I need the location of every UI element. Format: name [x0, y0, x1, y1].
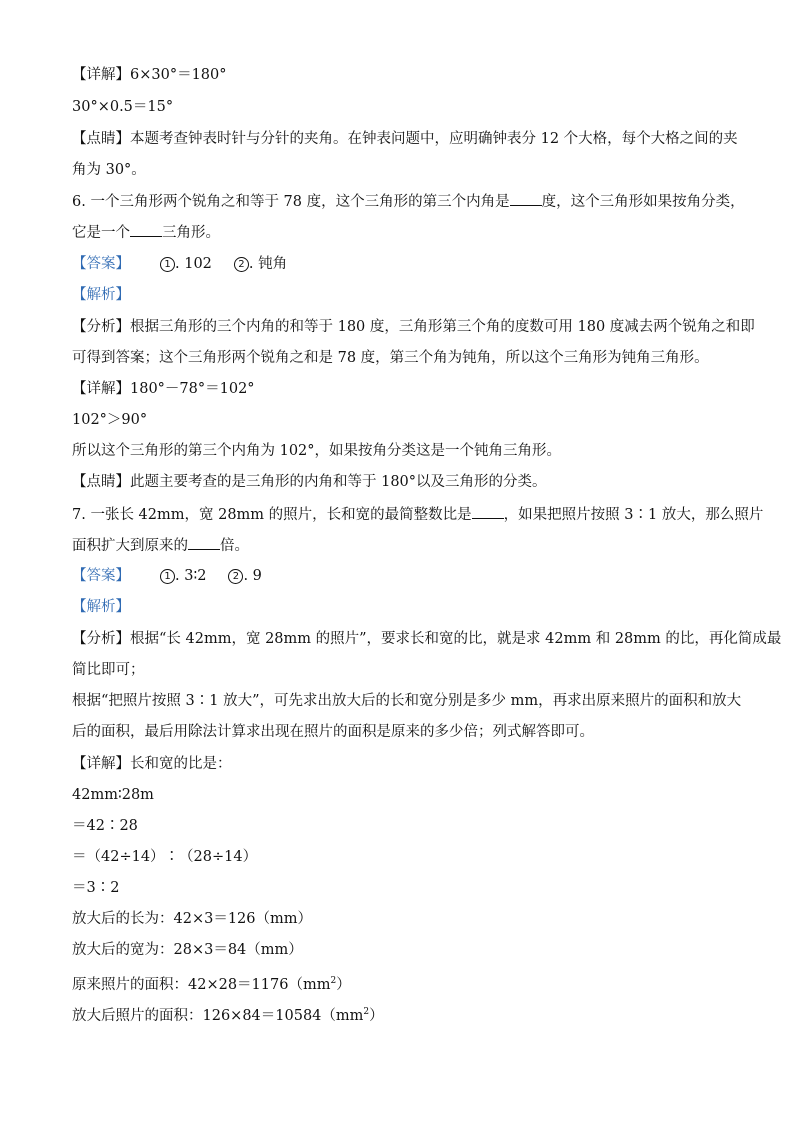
circled-number: 2: [228, 569, 243, 584]
analysis-tag: 【解析】: [72, 287, 130, 303]
question-7-text-c: 面积扩大到原来的: [72, 538, 188, 554]
question-6-text-a: 6. 一个三角形两个锐角之和等于 78 度，这个三角形的第三个内角是: [72, 194, 510, 210]
q7-analysis-line-4: 后的面积，最后用除法计算求出现在照片的面积是原来的多少倍；列式解答即可。: [72, 724, 594, 740]
question-6-text-c: 它是一个: [72, 225, 130, 241]
answer-value-1: . 102: [175, 256, 212, 272]
analysis-tag: 【解析】: [72, 599, 130, 615]
detail-line-1: 【详解】6×30°＝180°: [72, 67, 227, 83]
circled-number: 1: [160, 257, 175, 272]
answer-value-1: . 3∶2: [175, 568, 207, 584]
answer-tag: 【答案】: [72, 256, 130, 272]
q7-detail-line-5: ＝3∶2: [72, 880, 120, 896]
q7-detail-line-8: [72, 971, 351, 995]
answer-blank: [510, 191, 542, 206]
q6-detail-line-3: 所以这个三角形的第三个内角为 102°，如果按角分类这是一个钝角三角形。: [72, 443, 562, 459]
question-6-text-b: 度，这个三角形如果按角分类，: [541, 194, 745, 210]
question-6-text-d: 三角形。: [162, 225, 220, 241]
answer-value-2: . 9: [243, 568, 262, 584]
q6-analysis-line-1: 【分析】根据三角形的三个内角的和等于 180 度，三角形第三个角的度数可用 180 度减去两个锐角之和即: [72, 319, 755, 335]
superscript: 2: [330, 976, 337, 986]
question-7-text-b: ，如果把照片按照 3∶1 放大，那么照片: [503, 507, 764, 523]
q7-detail-line-7: 放大后的宽为：28×3＝84（mm）: [72, 942, 303, 958]
q6-detail-line-2: 102°＞90°: [72, 412, 148, 428]
q7-area-enlarged: 放大后照片的面积：126×84＝10584（mm: [72, 1007, 364, 1024]
answer-blank: [472, 504, 504, 519]
q7-area-original: 原来照片的面积：42×28＝1176（mm: [72, 976, 331, 993]
question-6-line-1: [72, 191, 745, 212]
q7-detail-line-2: 42mm∶28m: [72, 787, 154, 803]
answer-blank: [130, 222, 162, 237]
q7-analysis-line-1: 【分析】根据“长 42mm，宽 28mm 的照片”，要求长和宽的比，就是求 42mm 和 28mm 的比，再化简成最: [72, 631, 782, 647]
question-6-line-2: [72, 222, 220, 243]
paren-close: ）: [336, 976, 351, 993]
circled-number: 1: [160, 569, 175, 584]
q7-analysis-line-3: 根据“把照片按照 3∶1 放大”，可先求出放大后的长和宽分别是多少 mm，再求出原来照片的面积和放大: [72, 693, 742, 709]
q7-detail-line-3: ＝42∶28: [72, 818, 138, 834]
q6-detail-line-1: 【详解】180°－78°＝102°: [72, 381, 255, 397]
detail-line-2: 30°×0.5＝15°: [72, 99, 174, 115]
q7-detail-line-1: 【详解】长和宽的比是：: [72, 756, 232, 772]
question-7-text-d: 倍。: [220, 538, 249, 554]
question-7-answer: [72, 566, 262, 586]
question-7-line-1: [72, 504, 763, 525]
question-6-answer: [72, 254, 287, 274]
answer-tag: 【答案】: [72, 568, 130, 584]
comment-line-1: 【点睛】本题考查钟表时针与分针的夹角。在钟表问题中，应明确钟表分 12 个大格，每个大格之间的夹: [72, 131, 738, 147]
q7-detail-line-4: ＝（42÷14）∶（28÷14）: [72, 849, 258, 865]
q6-analysis-line-2: 可得到答案；这个三角形两个锐角之和是 78 度，第三个角为钝角，所以这个三角形为钝角三角形。: [72, 350, 709, 366]
paren-close: ）: [369, 1007, 384, 1024]
circled-number: 2: [234, 257, 249, 272]
q7-detail-line-9: [72, 1002, 384, 1026]
question-7-text-a: 7. 一张长 42mm，宽 28mm 的照片，长和宽的最简整数比是: [72, 507, 472, 523]
q7-analysis-line-2: 简比即可；: [72, 662, 145, 678]
comment-line-2: 角为 30°。: [72, 162, 146, 178]
superscript: 2: [363, 1007, 370, 1017]
answer-blank: [188, 535, 220, 550]
q7-detail-line-6: 放大后的长为：42×3＝126（mm）: [72, 911, 312, 927]
q6-comment: 【点睛】此题主要考查的是三角形的内角和等于 180°以及三角形的分类。: [72, 474, 547, 490]
answer-value-2: . 钝角: [248, 256, 288, 272]
question-7-line-2: [72, 535, 249, 556]
